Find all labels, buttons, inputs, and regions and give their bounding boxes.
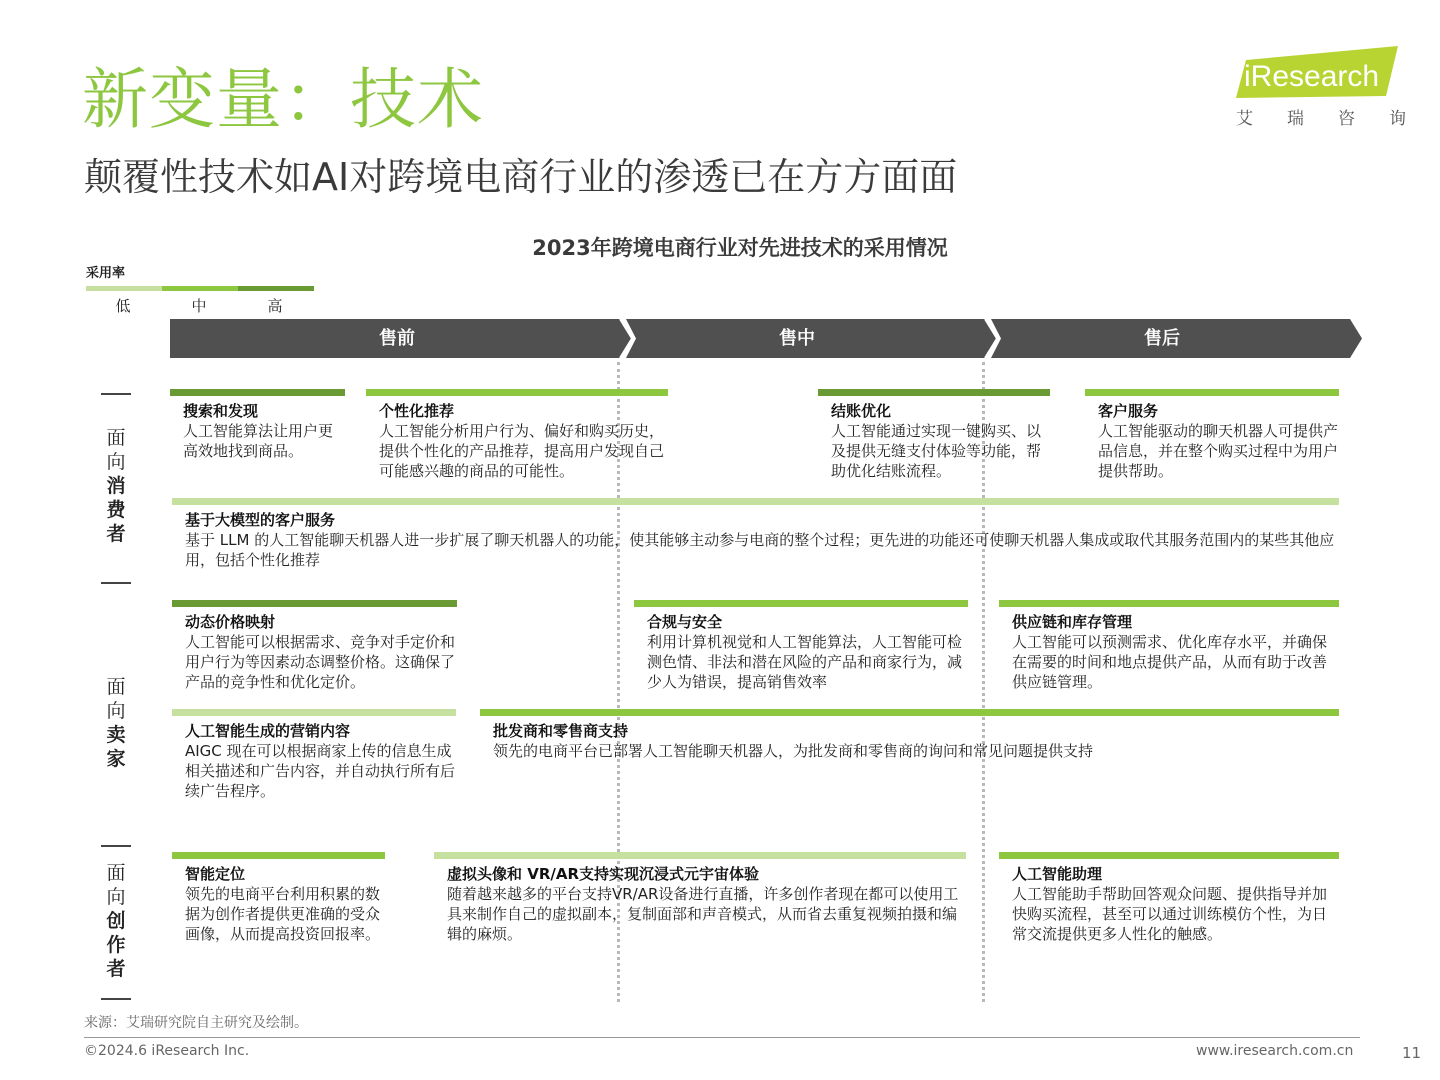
row-label-char: 卖 — [106, 724, 126, 746]
card-llm-service — [172, 498, 1339, 570]
adoption-bar-high — [172, 600, 457, 607]
card-compliance — [634, 600, 968, 692]
card-desc: 领先的电商平台利用积累的数据为创作者提供更准确的受众画像，从而提高投资回报率。 — [185, 885, 381, 943]
card-title: 人工智能助理 — [1012, 865, 1103, 883]
adoption-bar-high — [818, 389, 1050, 396]
row-label-seller — [100, 675, 132, 771]
website-link[interactable]: www.iresearch.com.cn — [1196, 1043, 1354, 1059]
phase-presale: 售前 — [379, 328, 415, 349]
row-label-char: 面 — [106, 676, 126, 698]
card-title: 批发商和零售商支持 — [493, 722, 629, 740]
logo-cn-char: 询 — [1389, 109, 1406, 129]
logo-cn-char: 艾 — [1236, 109, 1253, 129]
logo-cn-char: 瑞 — [1287, 109, 1304, 129]
legend-label-high: 高 — [267, 297, 283, 315]
logo-cn-char: 咨 — [1338, 109, 1355, 129]
card-customer-service — [1085, 389, 1339, 481]
copyright: ©2024.6 iResearch Inc. — [84, 1043, 250, 1059]
card-personalized-recommendation — [366, 389, 668, 481]
card-desc: 人工智能通过实现一键购买、以及提供无缝支付体验等功能，帮助优化结账流程。 — [831, 422, 1042, 480]
row-label-char: 者 — [106, 958, 126, 980]
adoption-bar-mid — [999, 600, 1339, 607]
row-label-char: 向 — [106, 700, 126, 722]
phase-aftersale: 售后 — [1144, 328, 1180, 349]
card-title: 搜索和发现 — [183, 402, 259, 420]
adoption-bar-mid — [999, 852, 1339, 859]
card-desc: 基于 LLM 的人工智能聊天机器人进一步扩展了聊天机器人的功能，使其能够主动参与电商的整个过程；更先进的功能还可使聊天机器人集成或取代其服务范围内的某些其他应用，包括个性化推荐 — [185, 531, 1335, 569]
card-desc: 随着越来越多的平台支持VR/AR设备进行直播，许多创作者现在都可以使用工具来制作自己的虚拟副本，复制面部和声音模式，从而省去重复视频拍摄和编辑的麻烦。 — [447, 885, 959, 943]
page-title: 新变量：技术 — [82, 61, 484, 138]
row-divider — [101, 582, 131, 584]
row-divider — [101, 998, 131, 1000]
legend-bar-mid — [162, 286, 238, 291]
adoption-bar-mid — [1085, 389, 1339, 396]
row-label-creator — [100, 861, 132, 981]
row-label-char: 面 — [106, 427, 126, 449]
card-supply-chain — [999, 600, 1339, 692]
card-desc: 人工智能可以预测需求、优化库存水平，并确保在需要的时间和地点提供产品，从而有助于改善供应链管理。 — [1012, 633, 1328, 691]
row-label-char: 面 — [106, 862, 126, 884]
adoption-bar-mid — [480, 709, 1339, 716]
card-aigc-marketing — [172, 709, 456, 801]
row-label-char: 作 — [106, 934, 126, 956]
card-title: 虚拟头像和 VR/AR支持实现沉浸式元宇宙体验 — [447, 865, 760, 883]
phase-insale: 售中 — [779, 328, 815, 349]
page-subtitle: 颠覆性技术如AI对跨境电商行业的渗透已在方方面面 — [84, 155, 958, 199]
card-desc: 人工智能算法让用户更高效地找到商品。 — [183, 422, 334, 460]
source-note: 来源：艾瑞研究院自主研究及绘制。 — [84, 1015, 308, 1031]
card-ai-assistant — [999, 852, 1339, 944]
row-label-char: 费 — [106, 499, 126, 521]
legend-title: 采用率 — [86, 266, 126, 281]
footer-divider — [84, 1037, 1360, 1038]
legend-label-low: 低 — [115, 297, 131, 315]
card-title: 动态价格映射 — [185, 613, 276, 631]
card-desc: 领先的电商平台已部署人工智能聊天机器人，为批发商和零售商的询问和常见问题提供支持 — [493, 742, 1094, 760]
row-divider — [101, 393, 131, 395]
card-title: 智能定位 — [185, 865, 246, 883]
card-virtual-avatar — [434, 852, 966, 944]
card-desc: 人工智能助手帮助回答观众问题、提供指导并加快购买流程，甚至可以通过训练模仿个性，为日常交流提供更多人性化的触感。 — [1012, 885, 1328, 943]
card-desc: 人工智能分析用户行为、偏好和购买历史，提供个性化的产品推荐，提高用户发现自己可能感兴趣的商品的可能性。 — [379, 422, 665, 480]
adoption-bar-low — [434, 852, 966, 859]
card-title: 供应链和库存管理 — [1012, 613, 1133, 631]
adoption-bar-mid — [366, 389, 668, 396]
adoption-bar-low — [172, 498, 1339, 505]
row-label-char: 向 — [106, 451, 126, 473]
row-label-char: 消 — [106, 475, 126, 497]
card-title: 合规与安全 — [647, 613, 723, 631]
card-title: 个性化推荐 — [379, 402, 455, 420]
card-desc: AIGC 现在可以根据商家上传的信息生成相关描述和广告内容，并自动执行所有后续广告程序。 — [185, 742, 456, 800]
legend-bar-high — [238, 286, 314, 291]
card-desc: 人工智能驱动的聊天机器人可提供产品信息，并在整个购买过程中为用户提供帮助。 — [1098, 422, 1339, 480]
card-desc: 利用计算机视觉和人工智能算法，人工智能可检测色情、非法和潜在风险的产品和商家行为，减少人为错误，提高销售效率 — [647, 633, 963, 691]
card-search — [170, 389, 345, 461]
logo-text: iResearch — [1244, 60, 1380, 93]
card-smart-targeting — [172, 852, 385, 944]
card-title: 客户服务 — [1098, 402, 1159, 420]
adoption-bar-mid — [172, 852, 385, 859]
adoption-bar-mid — [634, 600, 968, 607]
card-title: 结账优化 — [831, 402, 892, 420]
row-label-consumer — [100, 426, 132, 546]
row-label-char: 向 — [106, 886, 126, 908]
logo-cn — [1236, 104, 1406, 129]
legend-label-mid: 中 — [191, 297, 207, 315]
card-checkout — [818, 389, 1050, 481]
card-title: 人工智能生成的营销内容 — [185, 722, 351, 740]
card-dynamic-pricing — [172, 600, 457, 692]
row-label-char: 创 — [106, 910, 126, 932]
row-label-char: 家 — [106, 748, 126, 770]
chart-title: 2023年跨境电商行业对先进技术的采用情况 — [532, 236, 948, 260]
row-divider — [101, 845, 131, 847]
card-title: 基于大模型的客户服务 — [185, 511, 336, 529]
card-wholesale-support — [480, 709, 1339, 761]
card-desc: 人工智能可以根据需求、竞争对手定价和用户行为等因素动态调整价格。这确保了产品的竞争性和优化定价。 — [185, 633, 456, 691]
page-number: 11 — [1402, 1044, 1422, 1062]
legend-bar-low — [86, 286, 162, 291]
adoption-bar-high — [170, 389, 345, 396]
logo-mark — [1236, 46, 1406, 106]
row-label-char: 者 — [106, 523, 126, 545]
adoption-bar-low — [172, 709, 456, 716]
